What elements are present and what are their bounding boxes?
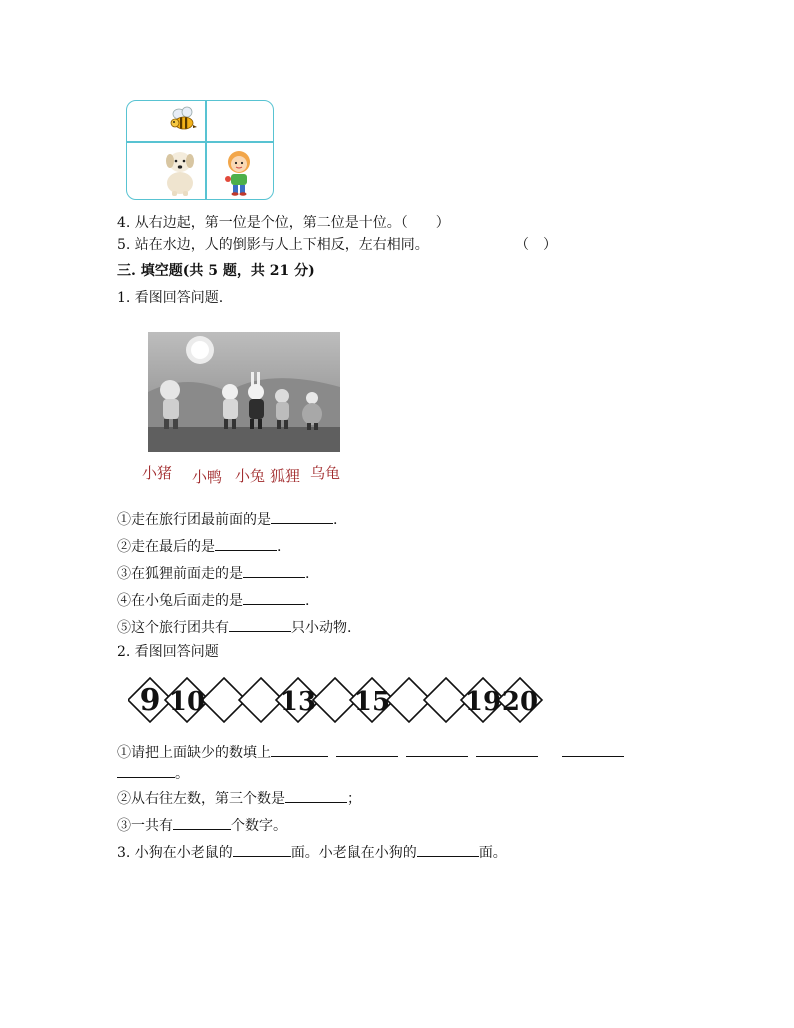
- q2-sub1-blank-5[interactable]: [562, 743, 624, 757]
- judgement-q4: 4. 从右边起，第一位是个位，第二位是十位。（ ）: [117, 215, 450, 231]
- q1-sub3: [117, 564, 309, 583]
- q2-sub3-blank[interactable]: [173, 816, 231, 830]
- q1-sub3-blank[interactable]: [243, 564, 305, 578]
- q1-sub1-text: ①走在旅行团最前面的是: [117, 512, 271, 528]
- q2-sub2: [117, 789, 361, 808]
- q1-sub1: [117, 510, 337, 529]
- q1-sub4: [117, 591, 309, 610]
- q2-sub1-end: 。: [175, 766, 189, 782]
- bee-icon: [169, 106, 199, 134]
- q3-blank-1[interactable]: [233, 843, 291, 857]
- section-title: 三. 填空题(共 5 题，共 21 分): [117, 263, 315, 279]
- q2-sub1-blank-6[interactable]: [117, 764, 175, 778]
- judgement-q5: [117, 236, 429, 254]
- q1-sub4-blank[interactable]: [243, 591, 305, 605]
- q1-sub5-blank[interactable]: [229, 618, 291, 632]
- q2-prompt: 2. 看图回答问题: [117, 644, 219, 660]
- sequence-number: 15: [353, 687, 391, 717]
- puppy-icon: [160, 147, 200, 197]
- animal-label-turtle: 乌龟: [310, 464, 341, 482]
- sequence-number: 19: [464, 687, 502, 717]
- judgement-q5-answer-parens[interactable]: （ ）: [515, 237, 557, 253]
- q2-sub1-blank-2[interactable]: [336, 743, 398, 757]
- animal-label-duck: 小鸭: [192, 468, 223, 486]
- q2-sub1-blank-4[interactable]: [476, 743, 538, 757]
- animal-label-fox: 狐狸: [270, 467, 301, 485]
- q2-sub2-text: ②从右往左数，第三个数是: [117, 791, 285, 807]
- q1-sub3-text: ③在狐狸前面走的是: [117, 566, 243, 582]
- q3-blank-2[interactable]: [417, 843, 479, 857]
- q1-sub5-end: 只小动物.: [291, 620, 352, 636]
- q1-sub5: [117, 618, 351, 637]
- sequence-number: 9: [139, 683, 161, 718]
- animal-label-rabbit: 小兔: [235, 467, 266, 485]
- sequence-number: 10: [168, 687, 206, 717]
- child-icon: [222, 148, 256, 196]
- q1-sub2-blank[interactable]: [215, 537, 277, 551]
- q1-sub4-text: ④在小兔后面走的是: [117, 593, 243, 609]
- judgement-q5-text: 5. 站在水边，人的倒影与人上下相反，左右相同。: [117, 237, 429, 253]
- q2-sub2-blank[interactable]: [285, 789, 347, 803]
- sequence-number: 20: [501, 687, 539, 717]
- q2-sub1-blank-3[interactable]: [406, 743, 468, 757]
- q2-sub3: [117, 816, 287, 835]
- q2-sub1-text: ①请把上面缺少的数填上: [117, 745, 271, 761]
- q1-sub4-end: .: [305, 593, 310, 609]
- grid-divider-vertical: [205, 101, 207, 199]
- q2-sub1-blank-1[interactable]: [271, 743, 328, 757]
- q1-sub1-blank[interactable]: [271, 510, 333, 524]
- travel-group-photo: [148, 332, 340, 452]
- q3-text-a: 3. 小狗在小老鼠的: [117, 845, 233, 861]
- sequence-number: 13: [279, 687, 317, 717]
- q3-text-c: 面。: [478, 845, 507, 861]
- grid-divider-horizontal: [127, 141, 273, 143]
- q2-sub1: [117, 743, 624, 762]
- q1-sub2-end: .: [277, 539, 282, 555]
- q2-sub3-text: ③一共有: [117, 818, 173, 834]
- q2-sub2-end: ；: [347, 791, 361, 807]
- q1-sub3-end: .: [305, 566, 310, 582]
- q1-prompt: 1. 看图回答问题.: [117, 290, 224, 306]
- q1-sub1-end: .: [333, 512, 338, 528]
- animal-label-pig: 小猪: [142, 464, 173, 482]
- number-diamonds: [128, 677, 588, 723]
- q2-sub1-cont: [117, 764, 189, 783]
- q2-sub3-end: 个数字。: [231, 818, 287, 834]
- q1-sub2-text: ②走在最后的是: [117, 539, 215, 555]
- q3: [117, 843, 507, 862]
- picture-grid: [126, 100, 274, 200]
- q3-text-b: 面。小老鼠在小狗的: [290, 845, 417, 861]
- q1-sub2: [117, 537, 281, 556]
- number-diamond-row: [128, 677, 588, 727]
- animals-scene: [148, 332, 340, 452]
- q1-sub5-text: ⑤这个旅行团共有: [117, 620, 229, 636]
